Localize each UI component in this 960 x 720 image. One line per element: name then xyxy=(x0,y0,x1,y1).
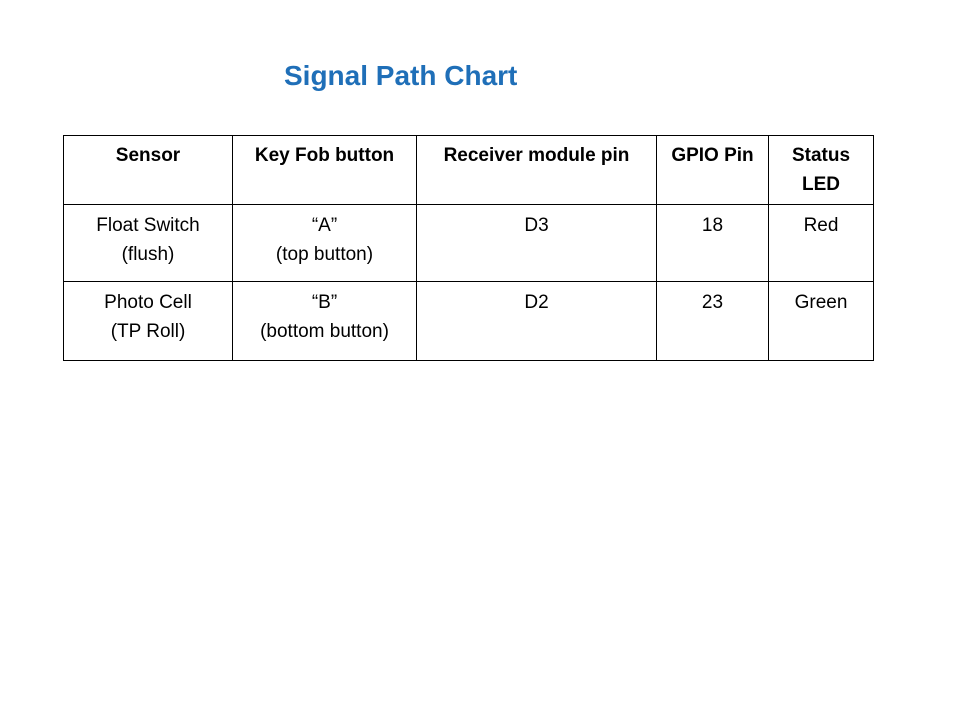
table-header-row xyxy=(64,136,874,205)
cell-text: (top button) xyxy=(275,244,374,265)
header-text: Key Fob button xyxy=(254,145,395,166)
cell-text: D3 xyxy=(524,215,549,236)
cell-text: “A” xyxy=(311,215,338,236)
cell-text: (flush) xyxy=(121,244,175,265)
cell-text: D2 xyxy=(524,292,549,313)
cell-text: Photo Cell xyxy=(104,292,192,313)
cell-gpio-pin xyxy=(657,282,769,361)
cell-text: Green xyxy=(794,292,848,313)
cell-receiver-module-pin xyxy=(417,205,657,282)
cell-key-fob-button xyxy=(233,205,417,282)
cell-text: “B” xyxy=(311,292,338,313)
table-row xyxy=(64,205,874,282)
cell-text: Float Switch xyxy=(96,215,200,236)
header-text: Sensor xyxy=(115,145,181,166)
signal-path-table xyxy=(63,135,874,361)
header-text: LED xyxy=(802,174,840,195)
header-status-led xyxy=(769,136,874,205)
header-key-fob-button xyxy=(233,136,417,205)
cell-receiver-module-pin xyxy=(417,282,657,361)
cell-sensor xyxy=(64,205,233,282)
table-row xyxy=(64,282,874,361)
cell-text: (bottom button) xyxy=(260,321,389,342)
header-gpio-pin xyxy=(657,136,769,205)
cell-status-led xyxy=(769,282,874,361)
cell-status-led xyxy=(769,205,874,282)
header-text: Status xyxy=(791,145,851,166)
cell-text: Red xyxy=(803,215,839,236)
header-sensor xyxy=(64,136,233,205)
cell-text: (TP Roll) xyxy=(110,321,186,342)
page-title: Signal Path Chart xyxy=(284,60,518,91)
cell-gpio-pin xyxy=(657,205,769,282)
header-text: GPIO Pin xyxy=(671,145,754,166)
cell-text: 18 xyxy=(701,215,724,236)
header-receiver-module-pin xyxy=(417,136,657,205)
header-text: Receiver module pin xyxy=(443,145,630,166)
cell-text: 23 xyxy=(701,292,724,313)
cell-sensor xyxy=(64,282,233,361)
cell-key-fob-button xyxy=(233,282,417,361)
